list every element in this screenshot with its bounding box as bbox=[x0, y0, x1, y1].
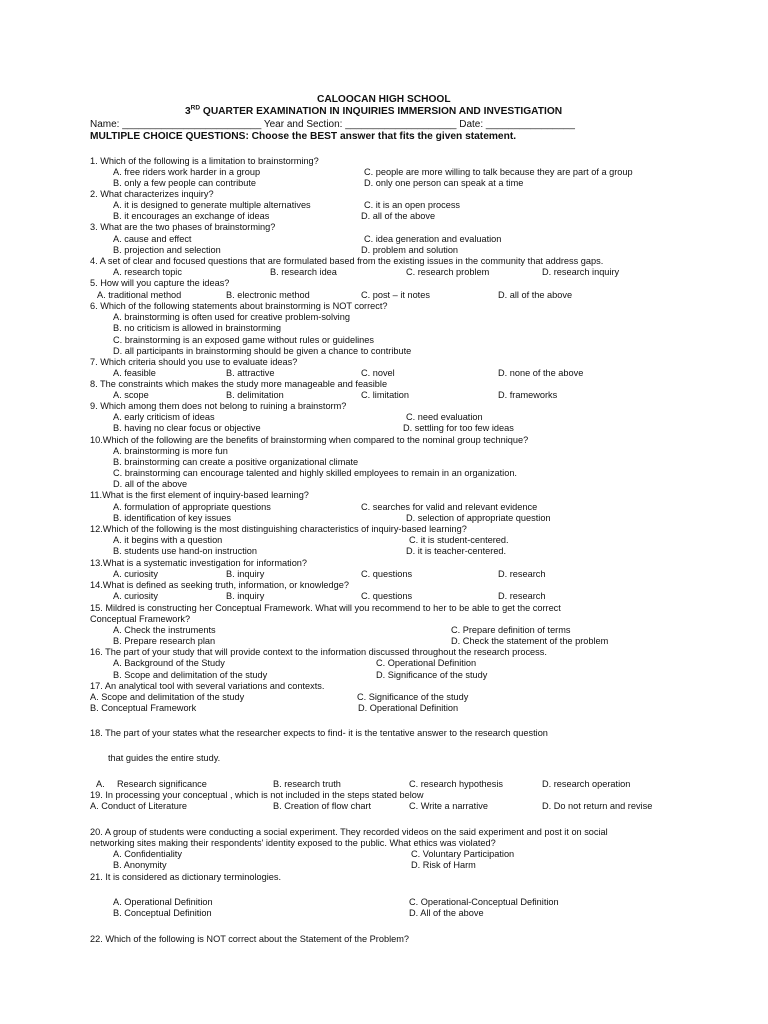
option: A. brainstorming is often used for creative problem-solving bbox=[113, 312, 350, 322]
option: C. people are more willing to talk because they are part of a group bbox=[364, 167, 633, 177]
option: D. All of the above bbox=[409, 908, 484, 918]
option: D. research bbox=[498, 591, 546, 601]
option: A. curiosity bbox=[113, 591, 158, 601]
option: B. Conceptual Definition bbox=[113, 908, 212, 918]
question-3: 3. What are the two phases of brainstorming? bbox=[90, 222, 276, 232]
question-12: 12.Which of the following is the most distinguishing characteristics of inquiry-based learning? bbox=[90, 524, 467, 534]
option: C. searches for valid and relevant evidence bbox=[361, 502, 538, 512]
option: C. it is an open process bbox=[364, 200, 461, 210]
option: D. frameworks bbox=[498, 390, 558, 400]
option: D. Do not return and revise bbox=[542, 801, 653, 811]
option: A. Operational Definition bbox=[113, 897, 213, 907]
option: C. questions bbox=[361, 591, 413, 601]
option: B. identification of key issues bbox=[113, 513, 231, 523]
option: D. none of the above bbox=[498, 368, 584, 378]
question-19: 19. In processing your conceptual , which is not included in the steps stated below bbox=[90, 790, 424, 800]
option: Research significance bbox=[117, 779, 207, 789]
option: D. research inquiry bbox=[542, 267, 620, 277]
option: B. Conceptual Framework bbox=[90, 703, 197, 713]
option: C. Operational-Conceptual Definition bbox=[409, 897, 559, 907]
option: A. brainstorming is more fun bbox=[113, 446, 228, 456]
option: C. Write a narrative bbox=[409, 801, 488, 811]
option: B. attractive bbox=[226, 368, 275, 378]
option: A. early criticism of ideas bbox=[113, 412, 215, 422]
question-2: 2. What characterizes inquiry? bbox=[90, 189, 214, 199]
option: C. questions bbox=[361, 569, 413, 579]
option: A. Scope and delimitation of the study bbox=[90, 692, 245, 702]
option: B. projection and selection bbox=[113, 245, 221, 255]
name-line: Name: _________________________ Year and Section: ____________________ Date: ________________ bbox=[90, 119, 575, 130]
option: D. Significance of the study bbox=[376, 670, 488, 680]
option: C. limitation bbox=[361, 390, 409, 400]
option: D. all of the above bbox=[113, 479, 188, 489]
instructions: MULTIPLE CHOICE QUESTIONS: Choose the BEST answer that fits the given statement. bbox=[90, 131, 517, 142]
option: B. Prepare research plan bbox=[113, 636, 216, 646]
option: C. Prepare definition of terms bbox=[451, 625, 571, 635]
question-20-cont: networking sites making their respondents' identity exposed to the public. What ethics was violated? bbox=[90, 838, 496, 848]
option: B. Creation of flow chart bbox=[273, 801, 372, 811]
question-13: 13.What is a systematic investigation for information? bbox=[90, 558, 308, 568]
option: B. Anonymity bbox=[113, 860, 167, 870]
option: A. Check the instruments bbox=[113, 625, 216, 635]
exam-ordinal: 3 bbox=[185, 106, 191, 117]
option: D. all of the above bbox=[498, 290, 573, 300]
option: B. brainstorming can create a positive organizational climate bbox=[113, 457, 359, 467]
option: D. all of the above bbox=[361, 211, 436, 221]
option: B. inquiry bbox=[226, 569, 265, 579]
option: C. Operational Definition bbox=[376, 658, 477, 668]
option: C. need evaluation bbox=[406, 412, 483, 422]
question-15: 15. Mildred is constructing her Conceptual Framework. What will you recommend to her to be able to get the correct bbox=[90, 603, 561, 613]
question-9: 9. Which among them does not belong to ruining a brainstorm? bbox=[90, 401, 347, 411]
question-6: 6. Which of the following statements about brainstorming is NOT correct? bbox=[90, 301, 388, 311]
option: C. research hypothesis bbox=[409, 779, 503, 789]
option: A. feasible bbox=[113, 368, 156, 378]
option: C. idea generation and evaluation bbox=[364, 234, 502, 244]
school-name: CALOOCAN HIGH SCHOOL bbox=[317, 94, 451, 105]
option: D. problem and solution bbox=[361, 245, 459, 255]
question-20: 20. A group of students were conducting a social experiment. They recorded videos on the said experiment and post it on social bbox=[90, 827, 608, 837]
option: B. no criticism is allowed in brainstorming bbox=[113, 323, 281, 333]
option: D. research operation bbox=[542, 779, 631, 789]
option: A. it is designed to generate multiple alternatives bbox=[113, 200, 311, 210]
question-1: 1. Which of the following is a limitation to brainstorming? bbox=[90, 156, 319, 166]
option: C. Voluntary Participation bbox=[411, 849, 515, 859]
option: A. traditional method bbox=[97, 290, 182, 300]
question-15-cont: Conceptual Framework? bbox=[90, 614, 191, 624]
option: D. settling for too few ideas bbox=[403, 423, 514, 433]
option: D. Check the statement of the problem bbox=[451, 636, 609, 646]
option: D. research bbox=[498, 569, 546, 579]
question-7: 7. Which criteria should you use to evaluate ideas? bbox=[90, 357, 298, 367]
option: B. only a few people can contribute bbox=[113, 178, 257, 188]
exam-title-text: QUARTER EXAMINATION IN INQUIRIES IMMERSION AND INVESTIGATION bbox=[200, 106, 563, 117]
option: B. Scope and delimitation of the study bbox=[113, 670, 268, 680]
exam-ordinal-suffix: RD bbox=[190, 104, 201, 112]
question-18: 18. The part of your states what the researcher expects to find- it is the tentative answer to the research question bbox=[90, 728, 548, 738]
option: A. scope bbox=[113, 390, 149, 400]
option: C. post – it notes bbox=[361, 290, 430, 300]
option: A. formulation of appropriate questions bbox=[113, 502, 271, 512]
option-letter: A. bbox=[96, 779, 105, 789]
option: B. research idea bbox=[270, 267, 337, 277]
exam-title bbox=[185, 106, 562, 118]
question-22: 22. Which of the following is NOT correct about the Statement of the Problem? bbox=[90, 934, 410, 944]
option: C. brainstorming is an exposed game without rules or guidelines bbox=[113, 335, 374, 345]
option: A. Background of the Study bbox=[113, 658, 225, 668]
question-17: 17. An analytical tool with several variations and contexts. bbox=[90, 681, 325, 691]
option: D. only one person can speak at a time bbox=[364, 178, 524, 188]
option: D. selection of appropriate question bbox=[406, 513, 551, 523]
question-11: 11.What is the first element of inquiry-based learning? bbox=[90, 490, 309, 500]
option: D. it is teacher-centered. bbox=[406, 546, 507, 556]
option: B. students use hand-on instruction bbox=[113, 546, 258, 556]
option: B. research truth bbox=[273, 779, 341, 789]
question-18-cont: that guides the entire study. bbox=[108, 753, 221, 763]
option: C. novel bbox=[361, 368, 395, 378]
option: C. research problem bbox=[406, 267, 490, 277]
option: B. it encourages an exchange of ideas bbox=[113, 211, 270, 221]
question-4: 4. A set of clear and focused questions that are formulated based from the existing issues in the community that address gaps. bbox=[90, 256, 604, 266]
option: A. it begins with a question bbox=[113, 535, 223, 545]
option: A. free riders work harder in a group bbox=[113, 167, 261, 177]
option: A. cause and effect bbox=[113, 234, 192, 244]
question-10: 10.Which of the following are the benefits of brainstorming when compared to the nominal group technique? bbox=[90, 435, 529, 445]
option: C. brainstorming can encourage talented and highly skilled employees to remain in an organization. bbox=[113, 468, 517, 478]
option: A. Conduct of Literature bbox=[90, 801, 188, 811]
option: B. electronic method bbox=[226, 290, 310, 300]
option: A. research topic bbox=[113, 267, 182, 277]
option: C. Significance of the study bbox=[357, 692, 469, 702]
option: A. Confidentiality bbox=[113, 849, 182, 859]
question-8: 8. The constraints which makes the study more manageable and feasible bbox=[90, 379, 388, 389]
option: C. it is student-centered. bbox=[409, 535, 509, 545]
option: D. Risk of Harm bbox=[411, 860, 476, 870]
option: A. curiosity bbox=[113, 569, 158, 579]
option: B. delimitation bbox=[226, 390, 284, 400]
question-21: 21. It is considered as dictionary terminologies. bbox=[90, 872, 281, 882]
question-5: 5. How will you capture the ideas? bbox=[90, 278, 230, 288]
question-16: 16. The part of your study that will provide context to the information discussed throughout the research process. bbox=[90, 647, 547, 657]
question-14: 14.What is defined as seeking truth, information, or knowledge? bbox=[90, 580, 349, 590]
option: D. Operational Definition bbox=[358, 703, 459, 713]
option: D. all participants in brainstorming should be given a chance to contribute bbox=[113, 346, 412, 356]
option: B. having no clear focus or objective bbox=[113, 423, 261, 433]
option: B. inquiry bbox=[226, 591, 265, 601]
